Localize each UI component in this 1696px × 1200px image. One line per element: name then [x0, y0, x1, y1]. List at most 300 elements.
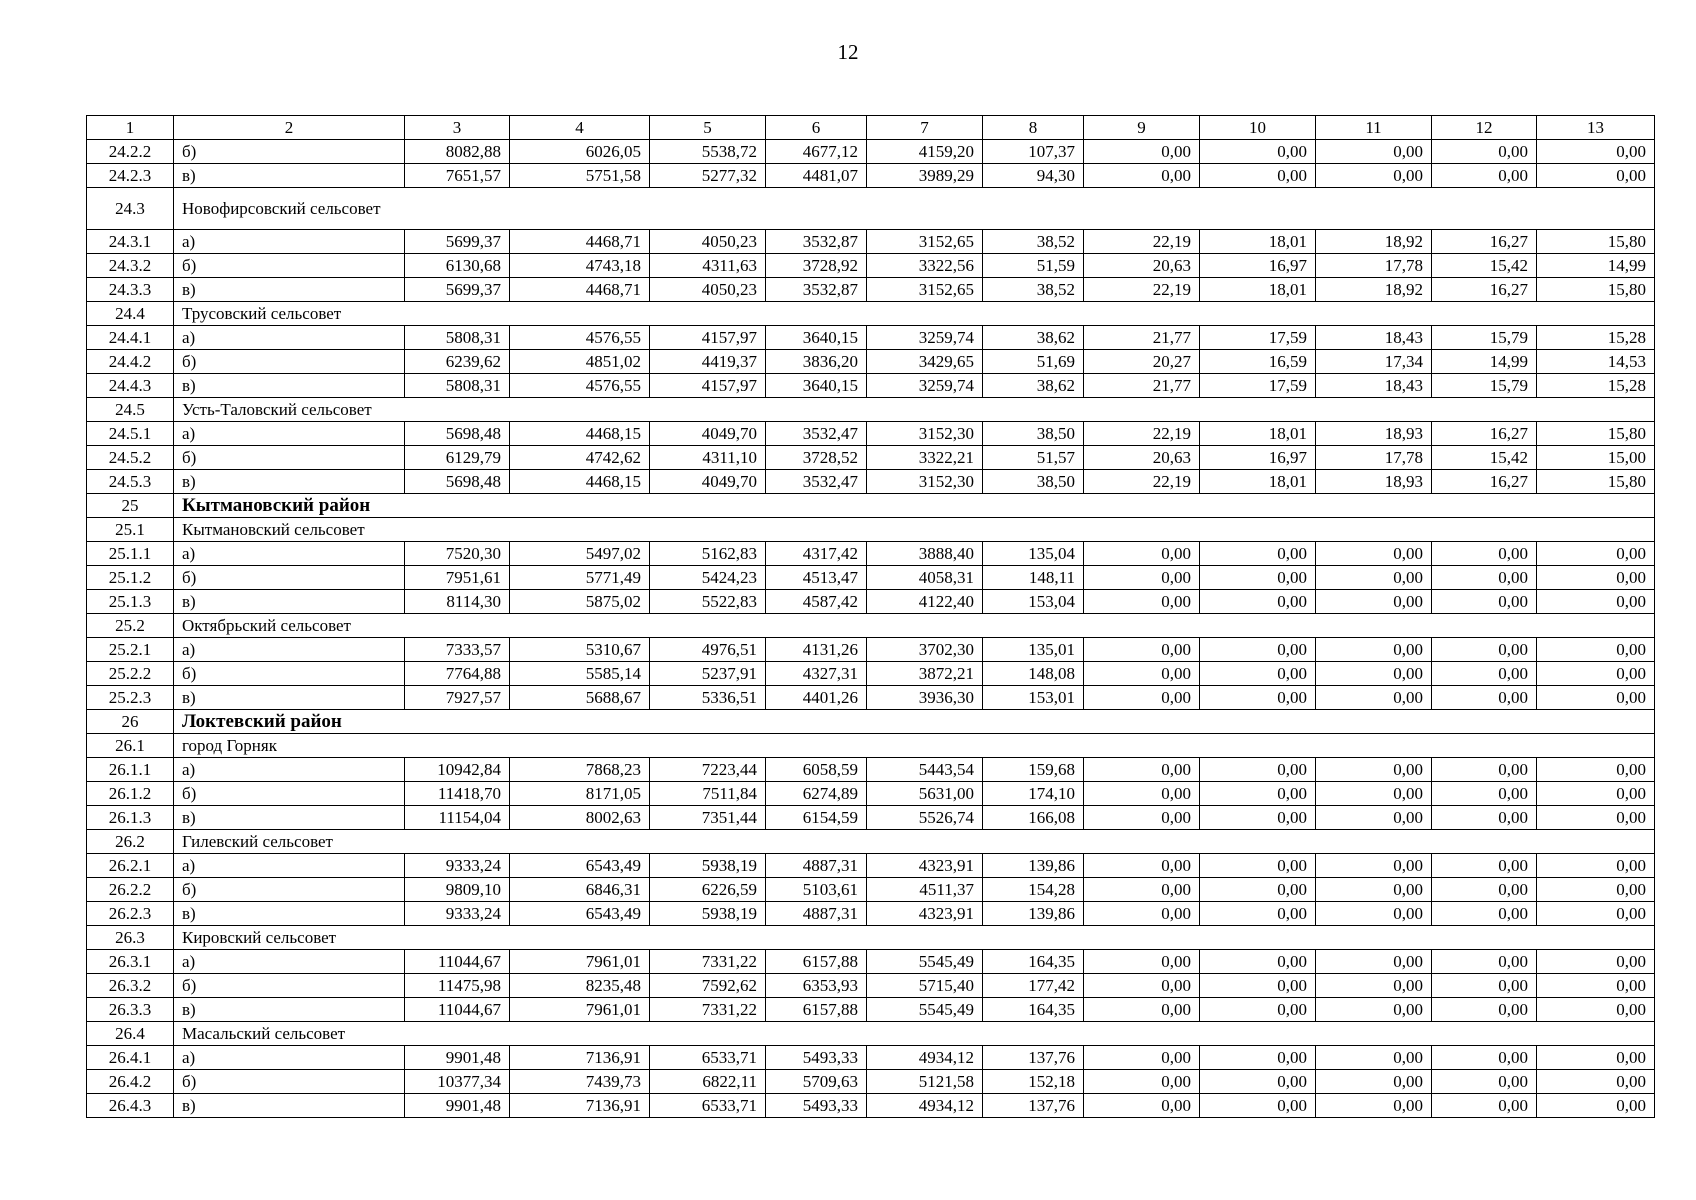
value-cell: 4401,26 [766, 686, 867, 710]
value-cell: 3702,30 [867, 638, 983, 662]
value-cell: 6129,79 [405, 446, 510, 470]
variant-label-cell: а) [174, 1046, 405, 1070]
value-cell: 3989,29 [867, 164, 983, 188]
value-cell: 0,00 [1537, 878, 1655, 902]
value-cell: 5938,19 [650, 854, 766, 878]
row-code-cell: 24.5.1 [87, 422, 174, 446]
value-cell: 7331,22 [650, 950, 766, 974]
row-code-cell: 26.4.2 [87, 1070, 174, 1094]
value-cell: 38,62 [983, 374, 1084, 398]
value-cell: 51,59 [983, 254, 1084, 278]
value-cell: 4934,12 [867, 1046, 983, 1070]
settlement-heading-row [87, 614, 1655, 638]
value-cell: 5938,19 [650, 902, 766, 926]
value-cell: 5277,32 [650, 164, 766, 188]
value-cell: 4317,42 [766, 542, 867, 566]
value-cell: 4976,51 [650, 638, 766, 662]
value-cell: 164,35 [983, 998, 1084, 1022]
value-cell: 0,00 [1537, 974, 1655, 998]
value-cell: 0,00 [1432, 950, 1537, 974]
value-cell: 5751,58 [510, 164, 650, 188]
value-cell: 6026,05 [510, 140, 650, 164]
value-cell: 3152,65 [867, 230, 983, 254]
value-cell: 0,00 [1316, 974, 1432, 998]
value-cell: 3872,21 [867, 662, 983, 686]
value-cell: 0,00 [1084, 950, 1200, 974]
value-cell: 4159,20 [867, 140, 983, 164]
value-cell: 0,00 [1537, 638, 1655, 662]
value-cell: 0,00 [1537, 902, 1655, 926]
row-code-cell: 26.4.3 [87, 1094, 174, 1118]
variant-label-cell: а) [174, 230, 405, 254]
value-cell: 0,00 [1316, 566, 1432, 590]
value-cell: 153,04 [983, 590, 1084, 614]
value-cell: 0,00 [1200, 662, 1316, 686]
value-cell: 6353,93 [766, 974, 867, 998]
value-cell: 4576,55 [510, 374, 650, 398]
header-cell: 7 [867, 116, 983, 140]
value-cell: 6543,49 [510, 902, 650, 926]
value-cell: 0,00 [1200, 806, 1316, 830]
value-cell: 17,59 [1200, 326, 1316, 350]
value-cell: 7520,30 [405, 542, 510, 566]
value-cell: 9901,48 [405, 1046, 510, 1070]
value-cell: 7511,84 [650, 782, 766, 806]
value-cell: 0,00 [1084, 1094, 1200, 1118]
value-cell: 3152,65 [867, 278, 983, 302]
value-cell: 174,10 [983, 782, 1084, 806]
variant-label-cell: в) [174, 590, 405, 614]
row-code-cell: 24.3.1 [87, 230, 174, 254]
value-cell: 94,30 [983, 164, 1084, 188]
value-cell: 0,00 [1316, 902, 1432, 926]
value-cell: 0,00 [1200, 1046, 1316, 1070]
value-cell: 3640,15 [766, 326, 867, 350]
value-cell: 0,00 [1432, 854, 1537, 878]
tariff-table [86, 115, 1655, 1118]
value-cell: 0,00 [1537, 758, 1655, 782]
variant-label-cell: а) [174, 638, 405, 662]
value-cell: 3152,30 [867, 422, 983, 446]
value-cell: 0,00 [1316, 662, 1432, 686]
variant-label-cell: а) [174, 950, 405, 974]
value-cell: 5709,63 [766, 1070, 867, 1094]
value-cell: 3888,40 [867, 542, 983, 566]
value-cell: 51,57 [983, 446, 1084, 470]
value-cell: 6543,49 [510, 854, 650, 878]
variant-label-cell: а) [174, 422, 405, 446]
row-code-cell: 25.2.2 [87, 662, 174, 686]
row-code-cell: 24.5 [87, 398, 174, 422]
value-cell: 0,00 [1316, 854, 1432, 878]
value-cell: 5631,00 [867, 782, 983, 806]
header-cell: 2 [174, 116, 405, 140]
value-cell: 17,59 [1200, 374, 1316, 398]
value-cell: 5424,23 [650, 566, 766, 590]
value-cell: 0,00 [1200, 758, 1316, 782]
value-cell: 8114,30 [405, 590, 510, 614]
value-cell: 4742,62 [510, 446, 650, 470]
value-cell: 0,00 [1537, 164, 1655, 188]
header-cell: 1 [87, 116, 174, 140]
row-code-cell: 25.1.2 [87, 566, 174, 590]
row-code-cell: 25.1 [87, 518, 174, 542]
value-cell: 4743,18 [510, 254, 650, 278]
table-row [87, 164, 1655, 188]
value-cell: 5715,40 [867, 974, 983, 998]
row-code-cell: 24.3 [87, 188, 174, 230]
header-cell: 8 [983, 116, 1084, 140]
variant-label-cell: б) [174, 254, 405, 278]
row-code-cell: 24.3.2 [87, 254, 174, 278]
value-cell: 0,00 [1432, 590, 1537, 614]
value-cell: 0,00 [1537, 140, 1655, 164]
settlement-heading-row [87, 926, 1655, 950]
settlement-heading-row [87, 1022, 1655, 1046]
variant-label-cell: б) [174, 782, 405, 806]
variant-label-cell: в) [174, 998, 405, 1022]
value-cell: 148,11 [983, 566, 1084, 590]
variant-label-cell: а) [174, 326, 405, 350]
value-cell: 18,43 [1316, 374, 1432, 398]
row-code-cell: 25 [87, 494, 174, 518]
value-cell: 4311,10 [650, 446, 766, 470]
value-cell: 0,00 [1432, 1070, 1537, 1094]
value-cell: 17,78 [1316, 446, 1432, 470]
value-cell: 11154,04 [405, 806, 510, 830]
value-cell: 3532,47 [766, 422, 867, 446]
value-cell: 18,01 [1200, 278, 1316, 302]
value-cell: 6157,88 [766, 998, 867, 1022]
value-cell: 0,00 [1200, 638, 1316, 662]
value-cell: 5771,49 [510, 566, 650, 590]
value-cell: 5545,49 [867, 950, 983, 974]
value-cell: 17,34 [1316, 350, 1432, 374]
row-code-cell: 26.3.3 [87, 998, 174, 1022]
value-cell: 137,76 [983, 1094, 1084, 1118]
value-cell: 21,77 [1084, 374, 1200, 398]
value-cell: 139,86 [983, 854, 1084, 878]
value-cell: 3532,87 [766, 278, 867, 302]
value-cell: 0,00 [1432, 566, 1537, 590]
value-cell: 5699,37 [405, 230, 510, 254]
value-cell: 5808,31 [405, 326, 510, 350]
value-cell: 4049,70 [650, 470, 766, 494]
value-cell: 4481,07 [766, 164, 867, 188]
value-cell: 3322,56 [867, 254, 983, 278]
value-cell: 159,68 [983, 758, 1084, 782]
value-cell: 0,00 [1200, 974, 1316, 998]
value-cell: 4468,71 [510, 278, 650, 302]
value-cell: 0,00 [1432, 164, 1537, 188]
variant-label-cell: а) [174, 542, 405, 566]
header-cell: 6 [766, 116, 867, 140]
value-cell: 4934,12 [867, 1094, 983, 1118]
value-cell: 0,00 [1316, 1070, 1432, 1094]
value-cell: 18,43 [1316, 326, 1432, 350]
value-cell: 0,00 [1200, 542, 1316, 566]
table-body [87, 116, 1655, 1118]
value-cell: 9809,10 [405, 878, 510, 902]
value-cell: 0,00 [1200, 878, 1316, 902]
value-cell: 4058,31 [867, 566, 983, 590]
value-cell: 154,28 [983, 878, 1084, 902]
value-cell: 7961,01 [510, 950, 650, 974]
value-cell: 4323,91 [867, 902, 983, 926]
value-cell: 0,00 [1084, 566, 1200, 590]
value-cell: 0,00 [1200, 1070, 1316, 1094]
row-code-cell: 26.2 [87, 830, 174, 854]
value-cell: 6157,88 [766, 950, 867, 974]
value-cell: 8235,48 [510, 974, 650, 998]
value-cell: 4311,63 [650, 254, 766, 278]
value-cell: 15,80 [1537, 470, 1655, 494]
value-cell: 9333,24 [405, 854, 510, 878]
value-cell: 4122,40 [867, 590, 983, 614]
district-heading-row [87, 710, 1655, 734]
value-cell: 7331,22 [650, 998, 766, 1022]
value-cell: 5310,67 [510, 638, 650, 662]
table-row [87, 638, 1655, 662]
value-cell: 18,92 [1316, 278, 1432, 302]
value-cell: 15,80 [1537, 230, 1655, 254]
row-code-cell: 25.2.1 [87, 638, 174, 662]
value-cell: 0,00 [1432, 974, 1537, 998]
value-cell: 6533,71 [650, 1094, 766, 1118]
value-cell: 7351,44 [650, 806, 766, 830]
variant-label-cell: в) [174, 164, 405, 188]
value-cell: 153,01 [983, 686, 1084, 710]
value-cell: 0,00 [1316, 590, 1432, 614]
value-cell: 38,50 [983, 470, 1084, 494]
value-cell: 15,28 [1537, 326, 1655, 350]
row-code-cell: 25.1.3 [87, 590, 174, 614]
value-cell: 4677,12 [766, 140, 867, 164]
value-cell: 0,00 [1537, 998, 1655, 1022]
value-cell: 3728,52 [766, 446, 867, 470]
value-cell: 4851,02 [510, 350, 650, 374]
variant-label-cell: в) [174, 470, 405, 494]
value-cell: 4468,15 [510, 470, 650, 494]
value-cell: 5688,67 [510, 686, 650, 710]
value-cell: 9901,48 [405, 1094, 510, 1118]
value-cell: 0,00 [1432, 878, 1537, 902]
value-cell: 38,50 [983, 422, 1084, 446]
row-code-cell: 26.1 [87, 734, 174, 758]
value-cell: 4511,37 [867, 878, 983, 902]
value-cell: 5526,74 [867, 806, 983, 830]
value-cell: 0,00 [1432, 542, 1537, 566]
value-cell: 14,99 [1537, 254, 1655, 278]
value-cell: 22,19 [1084, 422, 1200, 446]
value-cell: 0,00 [1084, 140, 1200, 164]
value-cell: 5162,83 [650, 542, 766, 566]
row-code-cell: 26.3 [87, 926, 174, 950]
value-cell: 15,28 [1537, 374, 1655, 398]
table-row [87, 782, 1655, 806]
value-cell: 0,00 [1084, 782, 1200, 806]
value-cell: 22,19 [1084, 278, 1200, 302]
table-row [87, 470, 1655, 494]
value-cell: 0,00 [1432, 1046, 1537, 1070]
value-cell: 4049,70 [650, 422, 766, 446]
value-cell: 3322,21 [867, 446, 983, 470]
value-cell: 16,97 [1200, 446, 1316, 470]
value-cell: 0,00 [1432, 686, 1537, 710]
value-cell: 5121,58 [867, 1070, 983, 1094]
row-code-cell: 26.1.3 [87, 806, 174, 830]
value-cell: 5443,54 [867, 758, 983, 782]
value-cell: 3429,65 [867, 350, 983, 374]
value-cell: 6533,71 [650, 1046, 766, 1070]
row-code-cell: 26.1.1 [87, 758, 174, 782]
value-cell: 0,00 [1432, 140, 1537, 164]
value-cell: 5493,33 [766, 1046, 867, 1070]
value-cell: 7136,91 [510, 1046, 650, 1070]
row-code-cell: 26.3.1 [87, 950, 174, 974]
variant-label-cell: б) [174, 662, 405, 686]
value-cell: 3259,74 [867, 326, 983, 350]
row-code-cell: 25.2 [87, 614, 174, 638]
value-cell: 6239,62 [405, 350, 510, 374]
variant-label-cell: б) [174, 140, 405, 164]
row-code-cell: 24.3.3 [87, 278, 174, 302]
value-cell: 137,76 [983, 1046, 1084, 1070]
value-cell: 38,62 [983, 326, 1084, 350]
table-row [87, 662, 1655, 686]
value-cell: 0,00 [1084, 854, 1200, 878]
variant-label-cell: в) [174, 806, 405, 830]
value-cell: 4468,71 [510, 230, 650, 254]
value-cell: 7651,57 [405, 164, 510, 188]
settlement-heading-row [87, 830, 1655, 854]
value-cell: 20,63 [1084, 254, 1200, 278]
value-cell: 4157,97 [650, 326, 766, 350]
value-cell: 22,19 [1084, 470, 1200, 494]
value-cell: 0,00 [1084, 758, 1200, 782]
row-code-cell: 25.1.1 [87, 542, 174, 566]
value-cell: 6130,68 [405, 254, 510, 278]
table-row [87, 806, 1655, 830]
value-cell: 3532,87 [766, 230, 867, 254]
value-cell: 0,00 [1084, 974, 1200, 998]
value-cell: 5699,37 [405, 278, 510, 302]
header-cell: 10 [1200, 116, 1316, 140]
value-cell: 4468,15 [510, 422, 650, 446]
table-row [87, 254, 1655, 278]
value-cell: 17,78 [1316, 254, 1432, 278]
header-cell: 11 [1316, 116, 1432, 140]
settlement-name-cell: Масальский сельсовет [174, 1022, 1655, 1046]
settlement-heading-row [87, 398, 1655, 422]
value-cell: 0,00 [1432, 662, 1537, 686]
value-cell: 7927,57 [405, 686, 510, 710]
variant-label-cell: в) [174, 902, 405, 926]
value-cell: 0,00 [1316, 758, 1432, 782]
row-code-cell: 26 [87, 710, 174, 734]
value-cell: 0,00 [1200, 902, 1316, 926]
value-cell: 0,00 [1316, 164, 1432, 188]
value-cell: 7868,23 [510, 758, 650, 782]
value-cell: 0,00 [1316, 1094, 1432, 1118]
value-cell: 5875,02 [510, 590, 650, 614]
value-cell: 148,08 [983, 662, 1084, 686]
header-cell: 12 [1432, 116, 1537, 140]
value-cell: 0,00 [1432, 806, 1537, 830]
value-cell: 38,52 [983, 278, 1084, 302]
row-code-cell: 26.2.1 [87, 854, 174, 878]
value-cell: 14,99 [1432, 350, 1537, 374]
table-row [87, 374, 1655, 398]
settlement-heading-row [87, 518, 1655, 542]
value-cell: 7439,73 [510, 1070, 650, 1094]
value-cell: 0,00 [1537, 950, 1655, 974]
value-cell: 0,00 [1200, 782, 1316, 806]
value-cell: 3532,47 [766, 470, 867, 494]
settlement-heading-row [87, 302, 1655, 326]
variant-label-cell: а) [174, 854, 405, 878]
value-cell: 0,00 [1084, 164, 1200, 188]
value-cell: 0,00 [1316, 878, 1432, 902]
table-row [87, 230, 1655, 254]
page-number: 12 [837, 40, 859, 64]
row-code-cell: 25.2.3 [87, 686, 174, 710]
value-cell: 0,00 [1084, 998, 1200, 1022]
row-code-cell: 26.3.2 [87, 974, 174, 998]
settlement-name-cell: Гилевский сельсовет [174, 830, 1655, 854]
variant-label-cell: б) [174, 974, 405, 998]
settlement-name-cell: Октябрьский сельсовет [174, 614, 1655, 638]
value-cell: 4587,42 [766, 590, 867, 614]
value-cell: 11044,67 [405, 950, 510, 974]
value-cell: 5522,83 [650, 590, 766, 614]
value-cell: 0,00 [1316, 998, 1432, 1022]
value-cell: 0,00 [1084, 806, 1200, 830]
value-cell: 9333,24 [405, 902, 510, 926]
value-cell: 7223,44 [650, 758, 766, 782]
value-cell: 0,00 [1432, 902, 1537, 926]
value-cell: 6058,59 [766, 758, 867, 782]
value-cell: 139,86 [983, 902, 1084, 926]
table-row [87, 758, 1655, 782]
value-cell: 20,63 [1084, 446, 1200, 470]
value-cell: 5545,49 [867, 998, 983, 1022]
value-cell: 0,00 [1200, 566, 1316, 590]
value-cell: 3936,30 [867, 686, 983, 710]
value-cell: 0,00 [1084, 1046, 1200, 1070]
value-cell: 0,00 [1084, 662, 1200, 686]
value-cell: 0,00 [1084, 878, 1200, 902]
table-row [87, 854, 1655, 878]
value-cell: 166,08 [983, 806, 1084, 830]
row-code-cell: 26.4 [87, 1022, 174, 1046]
value-cell: 5237,91 [650, 662, 766, 686]
value-cell: 0,00 [1432, 782, 1537, 806]
header-cell: 4 [510, 116, 650, 140]
variant-label-cell: б) [174, 446, 405, 470]
value-cell: 16,97 [1200, 254, 1316, 278]
value-cell: 15,79 [1432, 374, 1537, 398]
value-cell: 0,00 [1316, 1046, 1432, 1070]
value-cell: 5585,14 [510, 662, 650, 686]
value-cell: 6822,11 [650, 1070, 766, 1094]
row-code-cell: 24.5.3 [87, 470, 174, 494]
value-cell: 5103,61 [766, 878, 867, 902]
value-cell: 0,00 [1200, 854, 1316, 878]
value-cell: 4050,23 [650, 230, 766, 254]
value-cell: 16,27 [1432, 422, 1537, 446]
value-cell: 10942,84 [405, 758, 510, 782]
